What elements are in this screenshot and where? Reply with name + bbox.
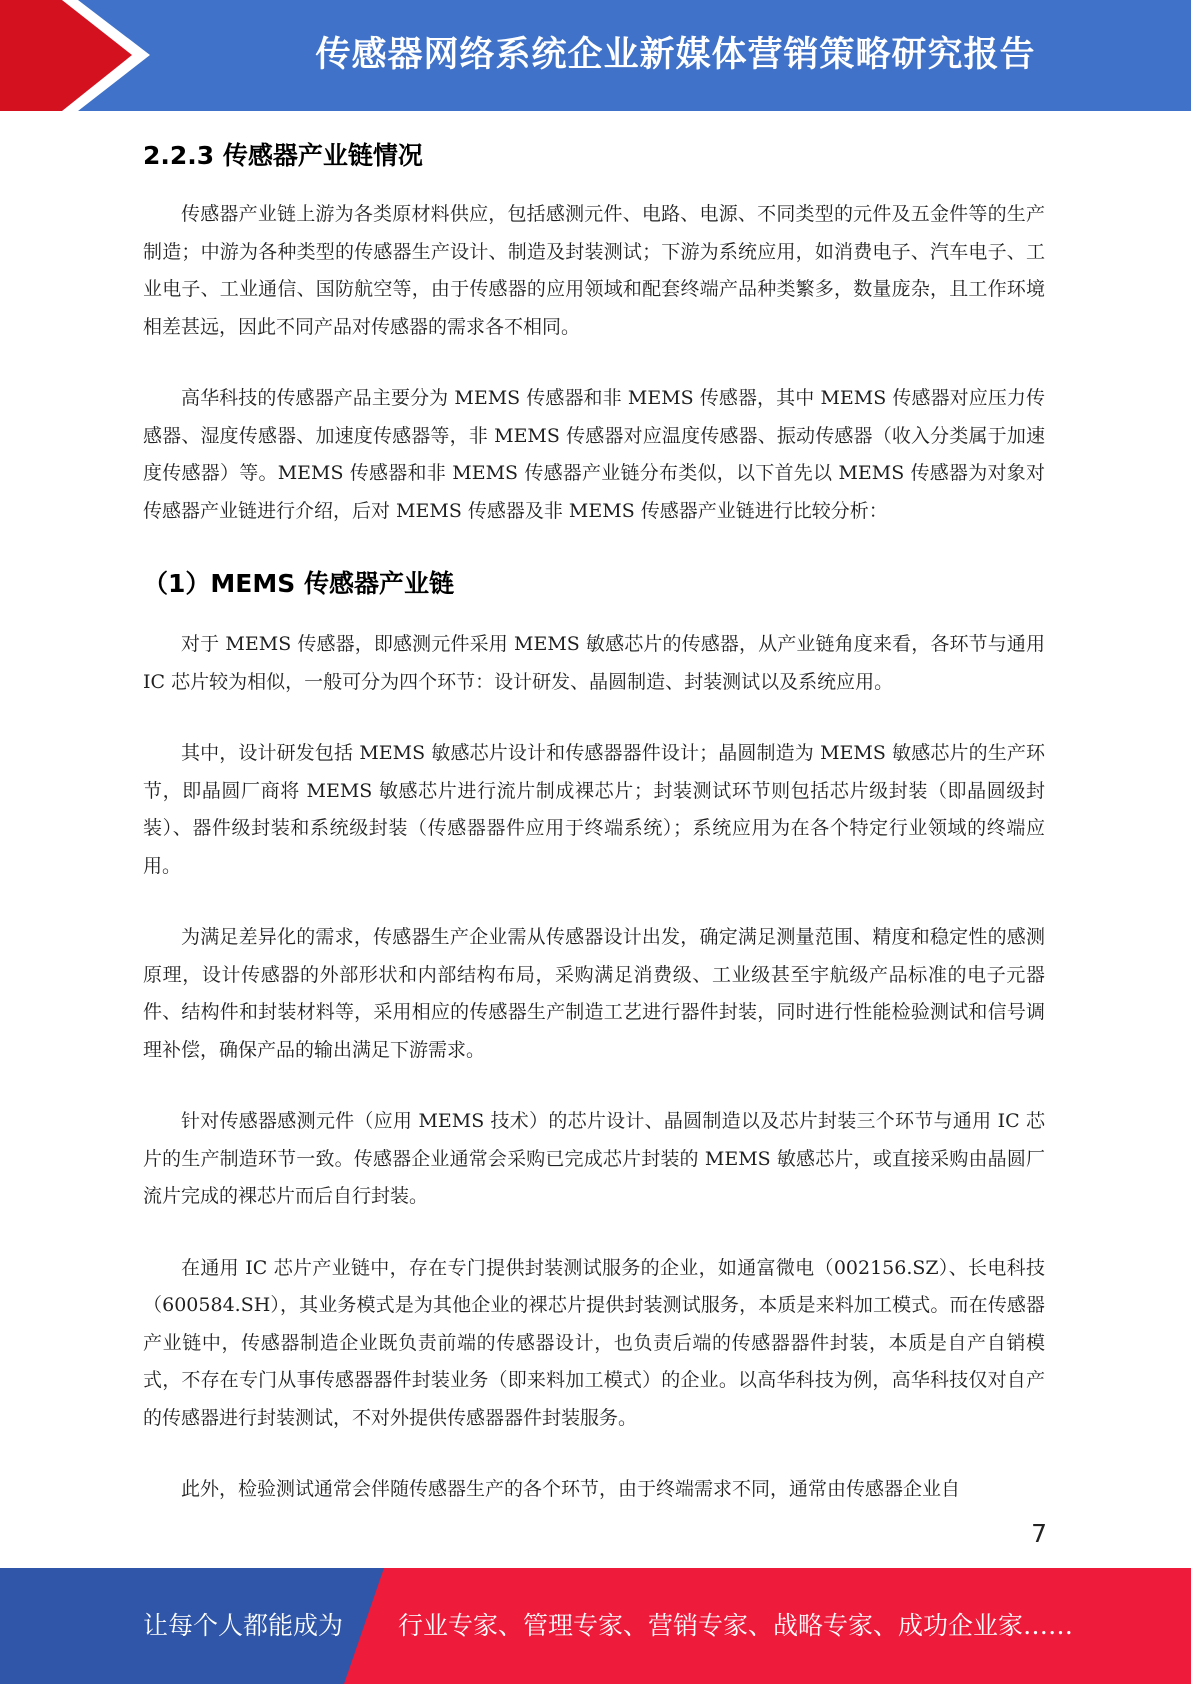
document-title: 传感器网络系统企业新媒体营销策略研究报告 bbox=[315, 35, 1036, 75]
footer-slogan-right: 行业专家、管理专家、营销专家、战略专家、成功企业家…… bbox=[398, 1611, 1074, 1640]
paragraph: 高华科技的传感器产品主要分为 MEMS 传感器和非 MEMS 传感器，其中 MEMS 传感器对应压力传感器、湿度传感器、加速度传感器等，非 MEMS 传感器对应温度传感器、振动传感器（收入分类属于加速度传感器）等。MEMS 传感器和非 MEMS 传感器产业链分布类似，以下首先以 MEMS 传感器为对象对传感器产业链进行介绍，后对 MEMS 传感器及非 MEMS 传感器产业链进行比较分析： bbox=[143, 387, 1045, 522]
paragraph: 针对传感器感测元件（应用 MEMS 技术）的芯片设计、晶圆制造以及芯片封装三个环节与通用 IC 芯片的生产制造环节一致。传感器企业通常会采购已完成芯片封装的 MEMS 敏感芯片，或直接采购由晶圆厂流片完成的裸芯片而后自行封装。 bbox=[143, 1110, 1045, 1207]
paragraph: 其中，设计研发包括 MEMS 敏感芯片设计和传感器器件设计；晶圆制造为 MEMS 敏感芯片的生产环节，即晶圆厂商将 MEMS 敏感芯片进行流片制成裸芯片；封装测试环节则包括芯片级封装（即晶圆级封装）、器件级封装和系统级封装（传感器器件应用于终端系统）；系统应用为在各个特定行业领域的终端应用。 bbox=[143, 742, 1045, 877]
page-footer bbox=[0, 1568, 1191, 1684]
paragraph: 在通用 IC 芯片产业链中，存在专门提供封装测试服务的企业，如通富微电（002156.SZ）、长电科技（600584.SH），其业务模式是为其他企业的裸芯片提供封装测试服务，本质是来料加工模式。而在传感器产业链中，传感器制造企业既负责前端的传感器设计，也负责后端的传感器器件封装，本质是自产自销模式，不存在专门从事传感器器件封装业务（即来料加工模式）的企业。以高华科技为例，高华科技仅对自产的传感器进行封装测试，不对外提供传感器器件封装服务。 bbox=[143, 1256, 1045, 1429]
page-number: 7 bbox=[1031, 1519, 1047, 1548]
header-red-arrow bbox=[0, 0, 148, 111]
section-heading: 2.2.3 传感器产业链情况 bbox=[143, 141, 423, 170]
subsection-heading: （1）MEMS 传感器产业链 bbox=[143, 569, 454, 598]
paragraph: 为满足差异化的需求，传感器生产企业需从传感器设计出发，确定满足测量范围、精度和稳定性的感测原理，设计传感器的外部形状和内部结构布局，采购满足消费级、工业级甚至宇航级产品标准的电子元器件、结构件和封装材料等，采用相应的传感器生产制造工艺进行器件封装，同时进行性能检验测试和信号调理补偿，确保产品的输出满足下游需求。 bbox=[143, 926, 1045, 1061]
footer-slogan-left: 让每个人都能成为 bbox=[143, 1611, 344, 1640]
page-header bbox=[0, 0, 1191, 111]
paragraph: 传感器产业链上游为各类原材料供应，包括感测元件、电路、电源、不同类型的元件及五金件等的生产制造；中游为各种类型的传感器生产设计、制造及封装测试；下游为系统应用，如消费电子、汽车电子、工业电子、工业通信、国防航空等，由于传感器的应用领域和配套终端产品种类繁多，数量庞杂，且工作环境相差甚远，因此不同产品对传感器的需求各不相同。 bbox=[143, 203, 1045, 338]
page-content bbox=[143, 118, 1045, 1543]
paragraph: 对于 MEMS 传感器，即感测元件采用 MEMS 敏感芯片的传感器，从产业链角度来看，各环节与通用 IC 芯片较为相似，一般可分为四个环节：设计研发、晶圆制造、封装测试以及系统应用。 bbox=[143, 633, 1045, 693]
paragraph: 此外，检验测试通常会伴随传感器生产的各个环节，由于终端需求不同，通常由传感器企业自 bbox=[181, 1478, 961, 1500]
